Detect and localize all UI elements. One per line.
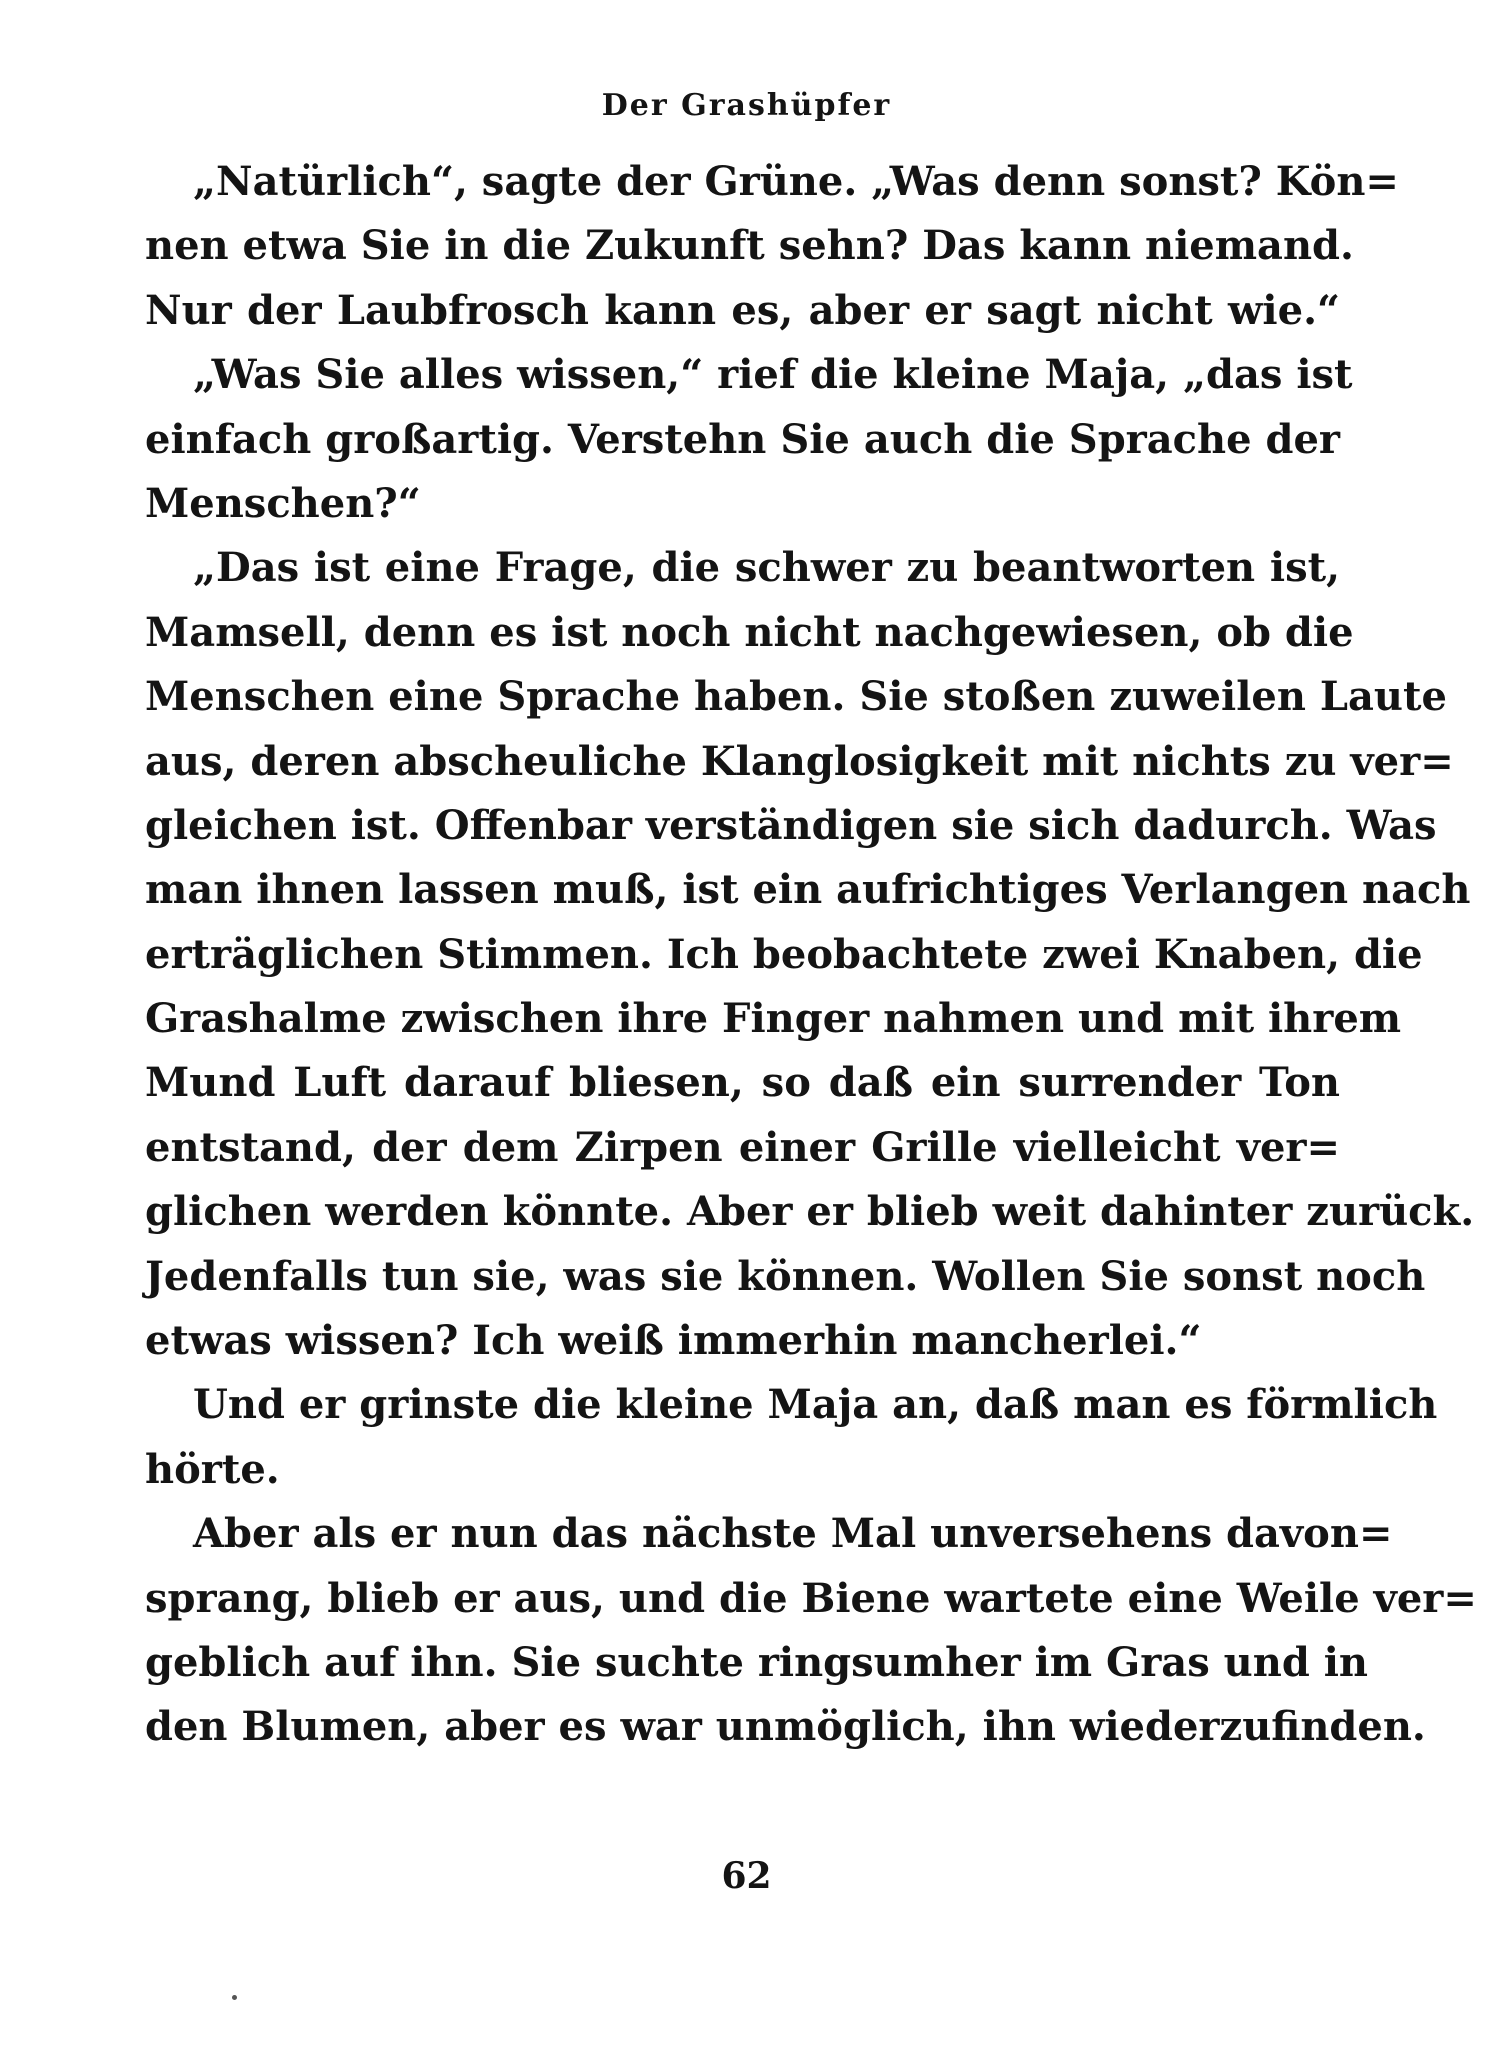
text-line: einfach großartig. Verstehn Sie auch die Sprache der (145, 415, 1340, 463)
text-line: glichen werden könnte. Aber er blieb weit dahinter zurück. (145, 1188, 1475, 1236)
text-line: Menschen?“ (145, 479, 421, 527)
text-line: nen etwa Sie in die Zukunft sehn? Das kann niemand. (145, 222, 1354, 270)
running-head: Der Grashüpfer (601, 88, 892, 123)
text-line: Nur der Laubfrosch kann es, aber er sagt nicht wie.“ (145, 286, 1340, 334)
text-line: „Natürlich“, sagte der Grüne. „Was denn sonst? Kön= (193, 158, 1399, 205)
text-line: Aber als er nun das nächste Mal unversehens davon= (193, 1510, 1393, 1558)
text-line: entstand, der dem Zirpen einer Grille vielleicht ver= (145, 1123, 1340, 1171)
paper-speck (232, 1995, 237, 2000)
text-line: etwas wissen? Ich weiß immerhin mancherlei.“ (145, 1317, 1202, 1365)
text-line: sprang, blieb er aus, und die Biene wartete eine Weile ver= (145, 1574, 1477, 1622)
text-line: Jedenfalls tun sie, was sie können. Wollen Sie sonst noch (145, 1252, 1426, 1300)
text-line: „Das ist eine Frage, die schwer zu beantworten ist, (193, 544, 1340, 592)
text-line: erträglichen Stimmen. Ich beobachtete zwei Knaben, die (145, 930, 1423, 978)
text-line: hörte. (145, 1445, 280, 1493)
body-text (145, 150, 1477, 1760)
text-line: man ihnen lassen muß, ist ein aufrichtiges Verlangen nach (145, 866, 1471, 914)
text-line: den Blumen, aber es war unmöglich, ihn wiederzufinden. (145, 1703, 1426, 1751)
text-line: Menschen eine Sprache haben. Sie stoßen zuweilen Laute (145, 673, 1447, 721)
text-line: Mund Luft darauf bliesen, so daß ein surrender Ton (145, 1059, 1340, 1107)
text-line: aus, deren abscheuliche Klanglosigkeit mit nichts zu ver= (145, 737, 1454, 785)
text-line: Grashalme zwischen ihre Finger nahmen und mit ihrem (145, 995, 1402, 1043)
text-line: geblich auf ihn. Sie suchte ringsumher im Gras und in (145, 1638, 1368, 1686)
text-line: „Was Sie alles wissen,“ rief die kleine Maja, „das ist (193, 351, 1353, 399)
page-number: 62 (721, 1855, 772, 1897)
text-line: Mamsell, denn es ist noch nicht nachgewiesen, ob die (145, 608, 1354, 656)
text-line: gleichen ist. Offenbar verständigen sie sich dadurch. Was (145, 801, 1437, 849)
text-line: Und er grinste die kleine Maja an, daß man es förmlich (193, 1381, 1438, 1429)
